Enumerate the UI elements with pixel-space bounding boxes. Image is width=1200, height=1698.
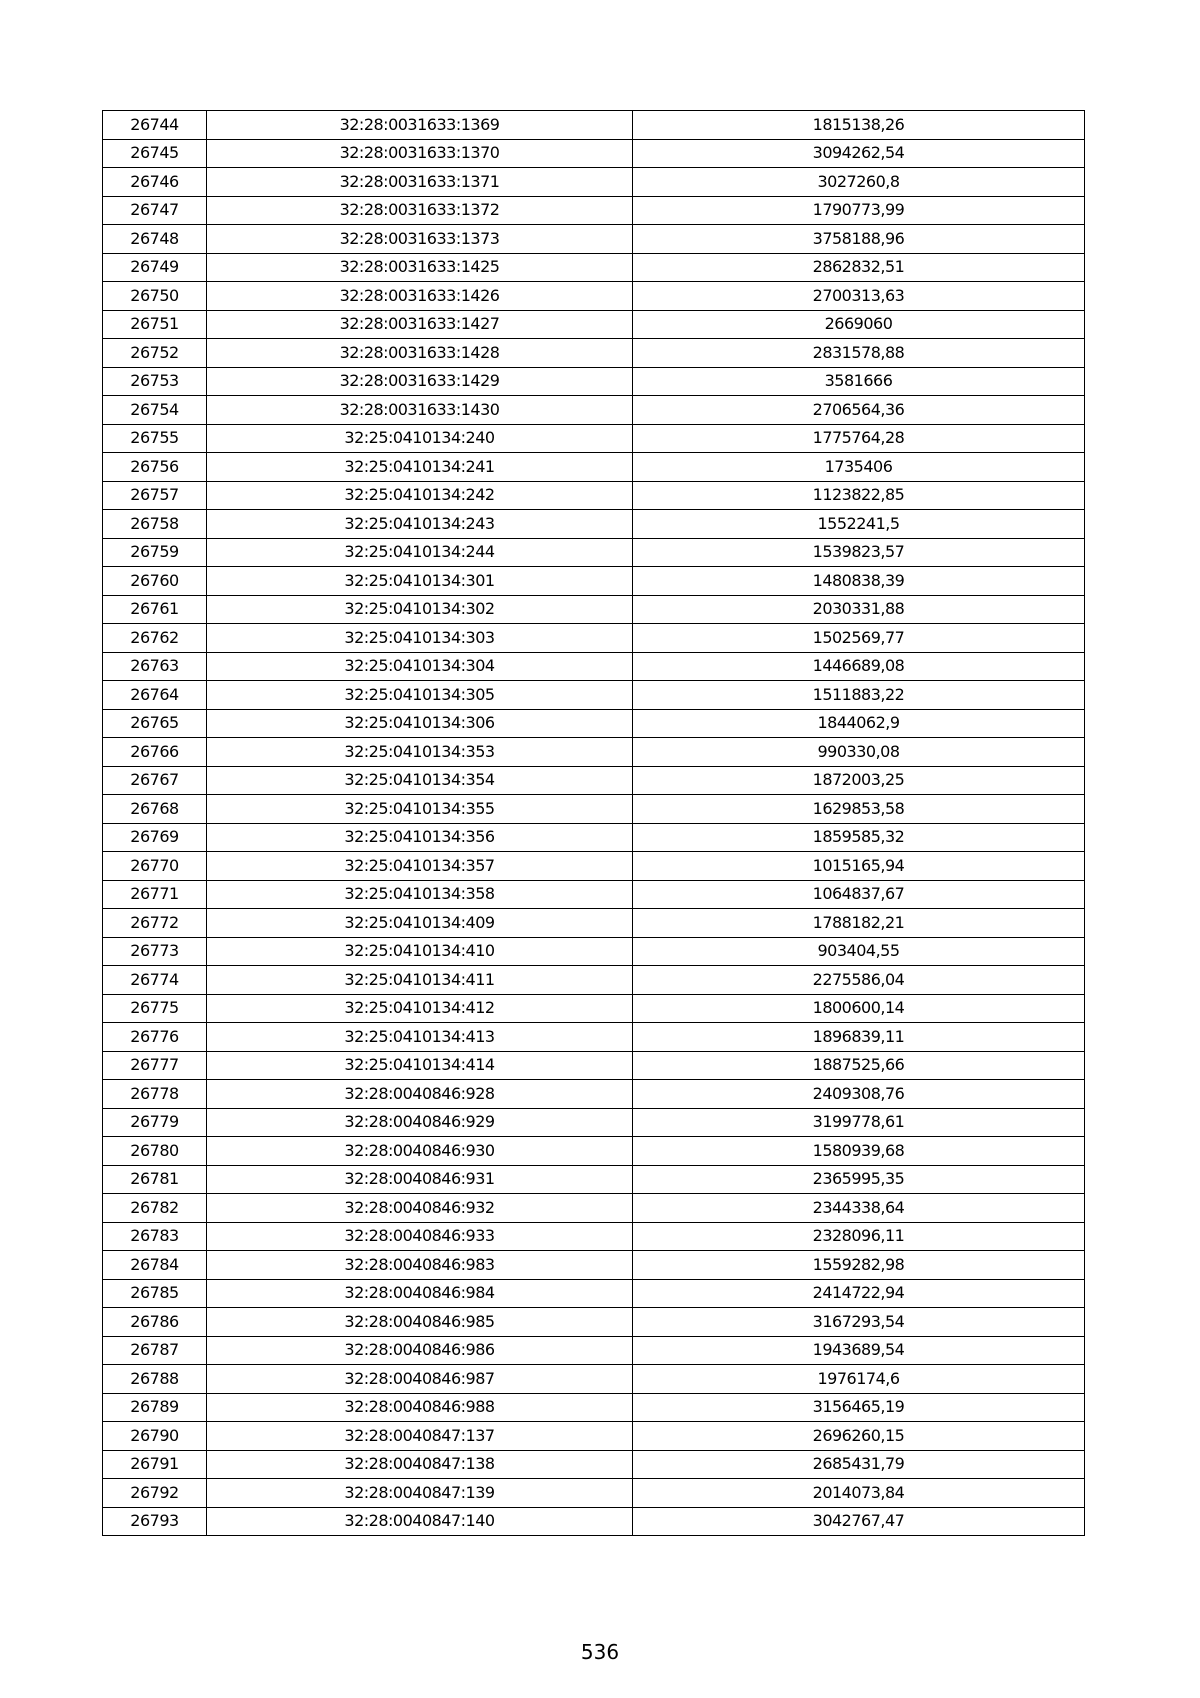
row-number-cell: 26773: [103, 937, 207, 966]
table-row: [103, 1479, 1085, 1508]
value-cell: 3156465,19: [633, 1393, 1085, 1422]
cadastral-number-cell: 32:25:0410134:409: [207, 909, 633, 938]
table-row: [103, 1165, 1085, 1194]
table-row: [103, 652, 1085, 681]
value-cell: 1502569,77: [633, 624, 1085, 653]
row-number-cell: 26753: [103, 367, 207, 396]
cadastral-number-cell: 32:25:0410134:357: [207, 852, 633, 881]
value-cell: 1123822,85: [633, 481, 1085, 510]
table-row: [103, 367, 1085, 396]
table-row: [103, 966, 1085, 995]
cadastral-number-cell: 32:28:0040846:932: [207, 1194, 633, 1223]
cadastral-number-cell: 32:25:0410134:303: [207, 624, 633, 653]
cadastral-number-cell: 32:28:0031633:1428: [207, 339, 633, 368]
cadastral-number-cell: 32:25:0410134:302: [207, 595, 633, 624]
cadastral-number-cell: 32:28:0040847:140: [207, 1507, 633, 1536]
value-cell: 3199778,61: [633, 1108, 1085, 1137]
row-number-cell: 26779: [103, 1108, 207, 1137]
cadastral-number-cell: 32:28:0040847:137: [207, 1422, 633, 1451]
cadastral-number-cell: 32:28:0040846:983: [207, 1251, 633, 1280]
table-row: [103, 1365, 1085, 1394]
cadastral-number-cell: 32:28:0031633:1369: [207, 111, 633, 140]
cadastral-number-cell: 32:28:0040847:139: [207, 1479, 633, 1508]
value-cell: 3094262,54: [633, 139, 1085, 168]
table-row: [103, 339, 1085, 368]
value-cell: 2669060: [633, 310, 1085, 339]
row-number-cell: 26785: [103, 1279, 207, 1308]
row-number-cell: 26782: [103, 1194, 207, 1223]
value-cell: 1859585,32: [633, 823, 1085, 852]
table-row: [103, 1308, 1085, 1337]
row-number-cell: 26754: [103, 396, 207, 425]
row-number-cell: 26783: [103, 1222, 207, 1251]
table-row: [103, 168, 1085, 197]
table-row: [103, 1023, 1085, 1052]
table-row: [103, 1251, 1085, 1280]
table-row: [103, 1051, 1085, 1080]
cadastral-number-cell: 32:28:0031633:1427: [207, 310, 633, 339]
cadastral-number-cell: 32:28:0040846:929: [207, 1108, 633, 1137]
cadastral-number-cell: 32:25:0410134:412: [207, 994, 633, 1023]
row-number-cell: 26756: [103, 453, 207, 482]
table-row: [103, 1137, 1085, 1166]
value-cell: 2414722,94: [633, 1279, 1085, 1308]
table-row: [103, 424, 1085, 453]
value-cell: 2030331,88: [633, 595, 1085, 624]
value-cell: 1580939,68: [633, 1137, 1085, 1166]
table-row: [103, 538, 1085, 567]
row-number-cell: 26788: [103, 1365, 207, 1394]
cadastral-number-cell: 32:28:0031633:1371: [207, 168, 633, 197]
table-row: [103, 196, 1085, 225]
table-row: [103, 139, 1085, 168]
table-row: [103, 1422, 1085, 1451]
cadastral-number-cell: 32:28:0040846:984: [207, 1279, 633, 1308]
cadastral-number-cell: 32:28:0040846:987: [207, 1365, 633, 1394]
cadastral-number-cell: 32:28:0040846:985: [207, 1308, 633, 1337]
value-cell: 1629853,58: [633, 795, 1085, 824]
cadastral-number-cell: 32:28:0040846:933: [207, 1222, 633, 1251]
value-cell: 1887525,66: [633, 1051, 1085, 1080]
row-number-cell: 26777: [103, 1051, 207, 1080]
table-row: [103, 880, 1085, 909]
row-number-cell: 26761: [103, 595, 207, 624]
row-number-cell: 26758: [103, 510, 207, 539]
value-cell: 3581666: [633, 367, 1085, 396]
value-cell: 1552241,5: [633, 510, 1085, 539]
table-row: [103, 681, 1085, 710]
table-row: [103, 1194, 1085, 1223]
row-number-cell: 26755: [103, 424, 207, 453]
row-number-cell: 26760: [103, 567, 207, 596]
value-cell: 990330,08: [633, 738, 1085, 767]
row-number-cell: 26749: [103, 253, 207, 282]
cadastral-number-cell: 32:28:0031633:1426: [207, 282, 633, 311]
table-row: [103, 567, 1085, 596]
value-cell: 1872003,25: [633, 766, 1085, 795]
value-cell: 903404,55: [633, 937, 1085, 966]
value-cell: 3167293,54: [633, 1308, 1085, 1337]
value-cell: 2365995,35: [633, 1165, 1085, 1194]
row-number-cell: 26764: [103, 681, 207, 710]
value-cell: 1064837,67: [633, 880, 1085, 909]
row-number-cell: 26780: [103, 1137, 207, 1166]
cadastral-number-cell: 32:28:0031633:1430: [207, 396, 633, 425]
row-number-cell: 26790: [103, 1422, 207, 1451]
cadastral-number-cell: 32:28:0040846:930: [207, 1137, 633, 1166]
value-cell: 2700313,63: [633, 282, 1085, 311]
table-row: [103, 1507, 1085, 1536]
value-cell: 1844062,9: [633, 709, 1085, 738]
value-cell: 2014073,84: [633, 1479, 1085, 1508]
row-number-cell: 26745: [103, 139, 207, 168]
row-number-cell: 26770: [103, 852, 207, 881]
table-row: [103, 225, 1085, 254]
row-number-cell: 26792: [103, 1479, 207, 1508]
row-number-cell: 26784: [103, 1251, 207, 1280]
value-cell: 1015165,94: [633, 852, 1085, 881]
cadastral-number-cell: 32:25:0410134:301: [207, 567, 633, 596]
value-cell: 1539823,57: [633, 538, 1085, 567]
value-cell: 3758188,96: [633, 225, 1085, 254]
table-row: [103, 709, 1085, 738]
cadastral-number-cell: 32:25:0410134:241: [207, 453, 633, 482]
table-row: [103, 738, 1085, 767]
table-row: [103, 937, 1085, 966]
cadastral-number-cell: 32:28:0031633:1425: [207, 253, 633, 282]
value-cell: 1815138,26: [633, 111, 1085, 140]
page-number: 536: [580, 1640, 620, 1664]
table-row: [103, 481, 1085, 510]
table-row: [103, 282, 1085, 311]
table-row: [103, 823, 1085, 852]
table-row: [103, 909, 1085, 938]
value-cell: 2696260,15: [633, 1422, 1085, 1451]
table-row: [103, 1222, 1085, 1251]
cadastral-number-cell: 32:25:0410134:355: [207, 795, 633, 824]
table-row: [103, 1080, 1085, 1109]
cadastral-number-cell: 32:25:0410134:244: [207, 538, 633, 567]
row-number-cell: 26775: [103, 994, 207, 1023]
value-cell: 2328096,11: [633, 1222, 1085, 1251]
row-number-cell: 26771: [103, 880, 207, 909]
cadastral-number-cell: 32:25:0410134:413: [207, 1023, 633, 1052]
row-number-cell: 26747: [103, 196, 207, 225]
cadastral-number-cell: 32:28:0040846:928: [207, 1080, 633, 1109]
row-number-cell: 26759: [103, 538, 207, 567]
cadastral-number-cell: 32:25:0410134:410: [207, 937, 633, 966]
row-number-cell: 26769: [103, 823, 207, 852]
cadastral-number-cell: 32:25:0410134:353: [207, 738, 633, 767]
table-row: [103, 510, 1085, 539]
value-cell: 1788182,21: [633, 909, 1085, 938]
row-number-cell: 26748: [103, 225, 207, 254]
table-row: [103, 766, 1085, 795]
cadastral-number-cell: 32:25:0410134:358: [207, 880, 633, 909]
row-number-cell: 26791: [103, 1450, 207, 1479]
row-number-cell: 26752: [103, 339, 207, 368]
cadastral-number-cell: 32:25:0410134:306: [207, 709, 633, 738]
cadastral-number-cell: 32:25:0410134:305: [207, 681, 633, 710]
row-number-cell: 26768: [103, 795, 207, 824]
row-number-cell: 26789: [103, 1393, 207, 1422]
row-number-cell: 26772: [103, 909, 207, 938]
cadastral-number-cell: 32:28:0031633:1372: [207, 196, 633, 225]
cadastral-value-table: [102, 110, 1085, 1536]
value-cell: 2862832,51: [633, 253, 1085, 282]
value-cell: 1480838,39: [633, 567, 1085, 596]
value-cell: 2409308,76: [633, 1080, 1085, 1109]
cadastral-number-cell: 32:25:0410134:356: [207, 823, 633, 852]
value-cell: 3027260,8: [633, 168, 1085, 197]
table-row: [103, 111, 1085, 140]
table-row: [103, 253, 1085, 282]
table-row: [103, 310, 1085, 339]
table-row: [103, 624, 1085, 653]
cadastral-number-cell: 32:28:0040847:138: [207, 1450, 633, 1479]
value-cell: 1800600,14: [633, 994, 1085, 1023]
table-row: [103, 1336, 1085, 1365]
value-cell: 1735406: [633, 453, 1085, 482]
value-cell: 1896839,11: [633, 1023, 1085, 1052]
value-cell: 1790773,99: [633, 196, 1085, 225]
value-cell: 2275586,04: [633, 966, 1085, 995]
cadastral-number-cell: 32:28:0031633:1373: [207, 225, 633, 254]
row-number-cell: 26751: [103, 310, 207, 339]
row-number-cell: 26787: [103, 1336, 207, 1365]
row-number-cell: 26767: [103, 766, 207, 795]
table-row: [103, 1279, 1085, 1308]
value-cell: 1943689,54: [633, 1336, 1085, 1365]
value-cell: 1775764,28: [633, 424, 1085, 453]
value-cell: 1976174,6: [633, 1365, 1085, 1394]
cadastral-number-cell: 32:28:0040846:986: [207, 1336, 633, 1365]
row-number-cell: 26774: [103, 966, 207, 995]
value-cell: 1446689,08: [633, 652, 1085, 681]
table-row: [103, 994, 1085, 1023]
cadastral-number-cell: 32:25:0410134:414: [207, 1051, 633, 1080]
cadastral-number-cell: 32:28:0040846:988: [207, 1393, 633, 1422]
table-row: [103, 396, 1085, 425]
cadastral-number-cell: 32:28:0031633:1370: [207, 139, 633, 168]
cadastral-number-cell: 32:28:0040846:931: [207, 1165, 633, 1194]
cadastral-number-cell: 32:25:0410134:242: [207, 481, 633, 510]
row-number-cell: 26793: [103, 1507, 207, 1536]
cadastral-number-cell: 32:25:0410134:243: [207, 510, 633, 539]
row-number-cell: 26786: [103, 1308, 207, 1337]
row-number-cell: 26766: [103, 738, 207, 767]
row-number-cell: 26757: [103, 481, 207, 510]
table-row: [103, 1450, 1085, 1479]
row-number-cell: 26744: [103, 111, 207, 140]
row-number-cell: 26762: [103, 624, 207, 653]
row-number-cell: 26781: [103, 1165, 207, 1194]
value-cell: 1559282,98: [633, 1251, 1085, 1280]
table-row: [103, 453, 1085, 482]
value-cell: 2706564,36: [633, 396, 1085, 425]
cadastral-number-cell: 32:25:0410134:354: [207, 766, 633, 795]
value-cell: 2831578,88: [633, 339, 1085, 368]
value-cell: 2344338,64: [633, 1194, 1085, 1223]
cadastral-number-cell: 32:25:0410134:240: [207, 424, 633, 453]
cadastral-number-cell: 32:28:0031633:1429: [207, 367, 633, 396]
table-row: [103, 1108, 1085, 1137]
table-row: [103, 795, 1085, 824]
value-cell: 1511883,22: [633, 681, 1085, 710]
row-number-cell: 26776: [103, 1023, 207, 1052]
table-row: [103, 1393, 1085, 1422]
row-number-cell: 26746: [103, 168, 207, 197]
row-number-cell: 26765: [103, 709, 207, 738]
value-cell: 3042767,47: [633, 1507, 1085, 1536]
cadastral-number-cell: 32:25:0410134:411: [207, 966, 633, 995]
row-number-cell: 26750: [103, 282, 207, 311]
table-body: [103, 111, 1085, 1536]
cadastral-number-cell: 32:25:0410134:304: [207, 652, 633, 681]
row-number-cell: 26763: [103, 652, 207, 681]
value-cell: 2685431,79: [633, 1450, 1085, 1479]
table-row: [103, 595, 1085, 624]
table-row: [103, 852, 1085, 881]
row-number-cell: 26778: [103, 1080, 207, 1109]
